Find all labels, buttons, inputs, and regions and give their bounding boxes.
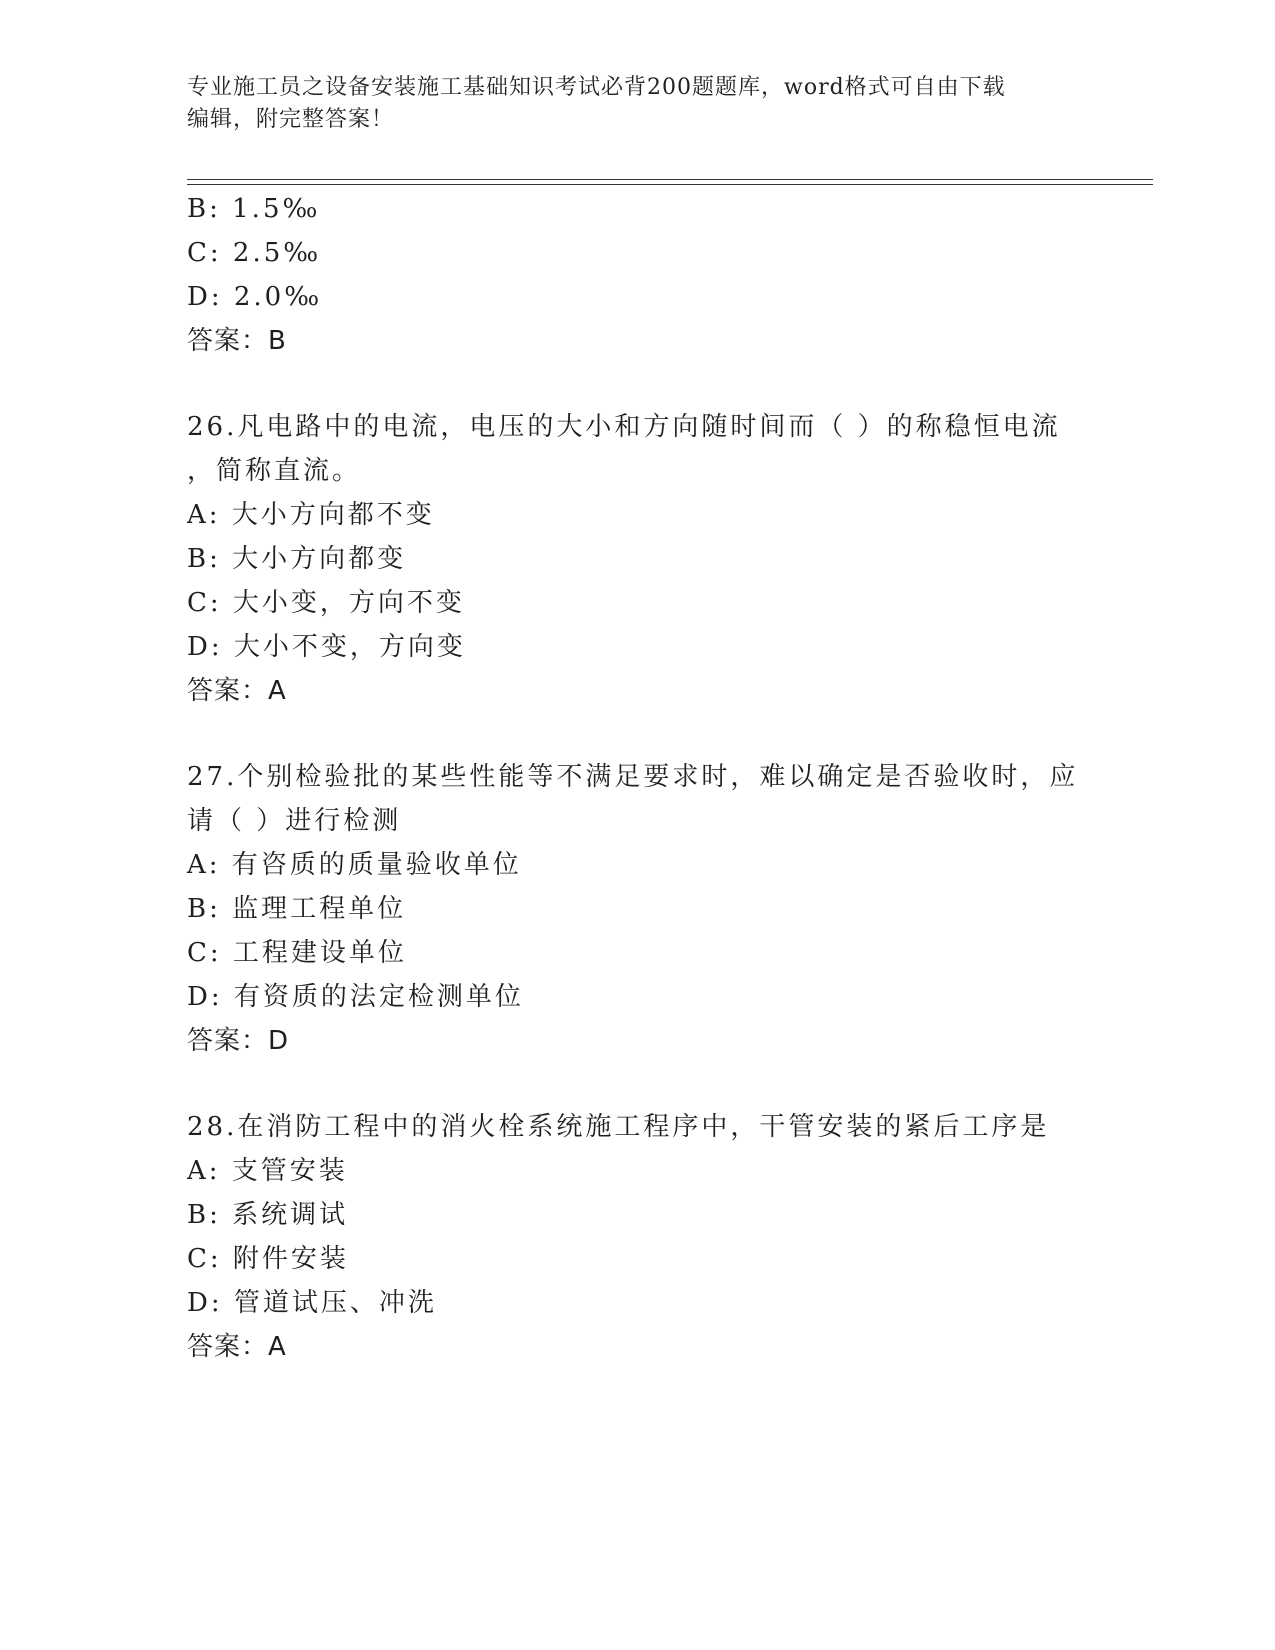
q27-stem-line-1: 27.个别检验批的某些性能等不满足要求时，难以确定是否验收时，应	[187, 762, 1079, 792]
header-line-1: 专业施工员之设备安装施工基础知识考试必背200题题库，word格式可自由下载	[187, 75, 1006, 100]
q26-option-a: A: 大小方向都不变	[187, 500, 435, 530]
q27-answer: 答案：D	[187, 1026, 290, 1056]
q27-stem-line-2: 请（ ）进行检测	[187, 806, 402, 836]
q28-option-c: C: 附件安装	[187, 1244, 349, 1274]
q26-option-d: D: 大小不变，方向变	[187, 632, 466, 662]
header-divider-top	[187, 179, 1153, 180]
q27-option-a: A: 有咨质的质量验收单位	[187, 850, 522, 880]
document-header	[187, 72, 1067, 136]
q26-option-c: C: 大小变，方向不变	[187, 588, 465, 618]
q25-option-c: C: 2.5‰	[187, 238, 322, 268]
q28-option-d: D: 管道试压、冲洗	[187, 1288, 437, 1318]
q28-stem-line-1: 28.在消防工程中的消火栓系统施工程序中，干管安装的紧后工序是	[187, 1112, 1050, 1142]
q25-option-b: B: 1.5‰	[187, 194, 321, 224]
q26-stem-line-1: 26.凡电路中的电流，电压的大小和方向随时间而（ ）的称稳恒电流	[187, 412, 1061, 442]
q25-option-d: D: 2.0‰	[187, 282, 323, 312]
q28-option-a: A: 支管安装	[187, 1156, 348, 1186]
q25-answer: 答案：B	[187, 326, 287, 356]
q26-answer: 答案：A	[187, 676, 287, 706]
q27-option-c: C: 工程建设单位	[187, 938, 407, 968]
header-divider-bottom	[187, 184, 1153, 185]
q28-option-b: B: 系统调试	[187, 1200, 349, 1230]
q26-stem-line-2: ，简称直流。	[187, 456, 362, 486]
q27-option-d: D: 有资质的法定检测单位	[187, 982, 524, 1012]
q28-answer: 答案：A	[187, 1332, 287, 1362]
q27-option-b: B: 监理工程单位	[187, 894, 407, 924]
header-line-2: 编辑，附完整答案！	[187, 107, 395, 132]
q26-option-b: B: 大小方向都变	[187, 544, 407, 574]
